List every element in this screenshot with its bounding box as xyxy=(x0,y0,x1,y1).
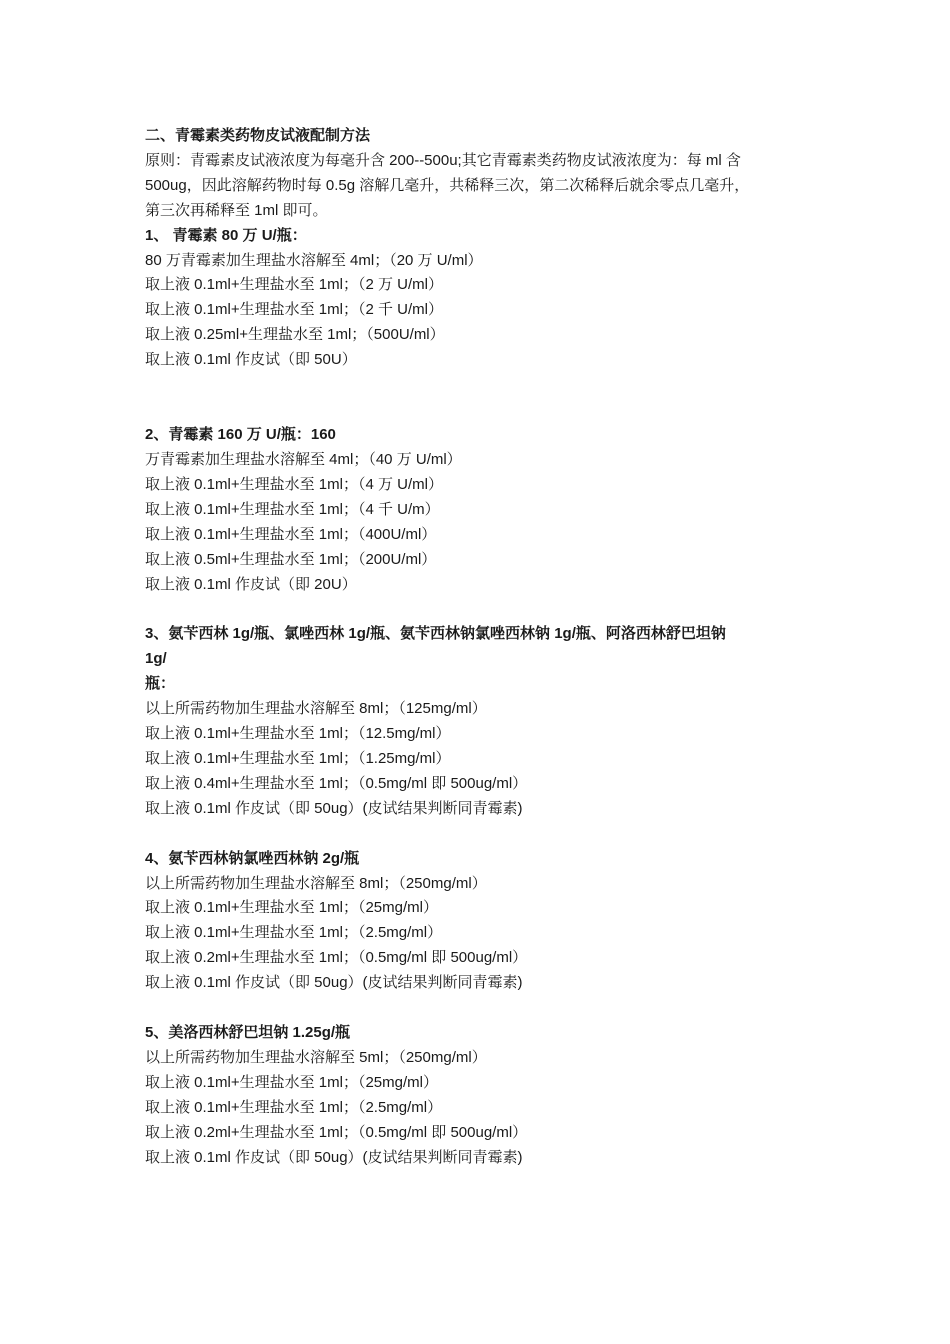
step-line: 以上所需药物加生理盐水溶解至 8ml；（250mg/ml） xyxy=(145,874,487,892)
step-line: 取上液 0.1ml+生理盐水至 1ml；（12.5mg/ml） xyxy=(145,725,451,743)
section-penicillin-800k xyxy=(145,224,825,373)
section-ampicillin-cloxacillin-2g xyxy=(145,847,825,996)
step-line: 取上液 0.1ml+生理盐水至 1ml；（25mg/ml） xyxy=(145,899,438,917)
step-line: 取上液 0.1ml 作皮试（即 50U） xyxy=(145,351,357,369)
section-heading: 4、氨苄西林钠氯唑西林钠 2g/瓶 xyxy=(145,849,360,867)
step-line: 取上液 0.1ml+生理盐水至 1ml；（1.25mg/ml） xyxy=(145,749,451,767)
step-line: 取上液 0.1ml+生理盐水至 1ml；（2.5mg/ml） xyxy=(145,1098,443,1116)
step-line: 80 万青霉素加生理盐水溶解至 4ml；（20 万 U/ml） xyxy=(145,251,483,269)
intro-line: 500ug，因此溶解药物时每 0.5g 溶解几毫升，共稀释三次，第二次稀释后就余零点几毫升， xyxy=(145,176,750,194)
section-heading: 5、美洛西林舒巴坦钠 1.25g/瓶 xyxy=(145,1024,351,1042)
step-line: 取上液 0.1ml 作皮试（即 50ug）(皮试结果判断同青霉素) xyxy=(145,974,523,992)
intro-line: 第三次再稀释至 1ml 即可。 xyxy=(145,201,328,219)
section-ampicillin-1g xyxy=(145,622,825,821)
section-heading: 3、氨苄西林 1g/瓶、氯唑西林 1g/瓶、氨苄西林钠氯唑西林钠 1g/瓶、阿洛西林舒巴坦钠 xyxy=(145,625,726,643)
step-line: 取上液 0.1ml+生理盐水至 1ml；（2 千 U/ml） xyxy=(145,301,443,319)
step-line: 取上液 0.1ml 作皮试（即 50ug）(皮试结果判断同青霉素) xyxy=(145,799,523,817)
step-line: 以上所需药物加生理盐水溶解至 8ml；（125mg/ml） xyxy=(145,700,487,718)
step-line: 取上液 0.1ml+生理盐水至 1ml；（25mg/ml） xyxy=(145,1073,438,1091)
step-line: 取上液 0.1ml+生理盐水至 1ml；（4 千 U/m） xyxy=(145,500,440,518)
section-heading: 1g/ xyxy=(145,650,167,668)
document-title: 二、青霉素类药物皮试液配制方法 xyxy=(145,127,371,144)
step-line: 取上液 0.1ml+生理盐水至 1ml；（2.5mg/ml） xyxy=(145,924,443,942)
step-line: 取上液 0.1ml 作皮试（即 50ug）(皮试结果判断同青霉素) xyxy=(145,1148,523,1166)
section-mezlocillin-sulbactam xyxy=(145,1021,825,1170)
step-line: 取上液 0.25ml+生理盐水至 1ml；（500U/ml） xyxy=(145,326,445,344)
step-line: 取上液 0.1ml 作皮试（即 20U） xyxy=(145,575,357,593)
step-line: 取上液 0.2ml+生理盐水至 1ml；（0.5mg/ml 即 500ug/ml） xyxy=(145,1123,528,1141)
document-page xyxy=(145,124,825,1171)
section-heading: 1、 青霉素 80 万 U/瓶： xyxy=(145,226,307,244)
step-line: 取上液 0.1ml+生理盐水至 1ml；（400U/ml） xyxy=(145,525,437,543)
step-line: 万青霉素加生理盐水溶解至 4ml；（40 万 U/ml） xyxy=(145,450,462,468)
section-heading: 2、青霉素 160 万 U/瓶：160 xyxy=(145,426,336,444)
step-line: 取上液 0.2ml+生理盐水至 1ml；（0.5mg/ml 即 500ug/ml） xyxy=(145,949,528,967)
intro-line: 原则：青霉素皮试液浓度为每毫升含 200--500u;其它青霉素类药物皮试液浓度为：每 ml 含 xyxy=(145,151,741,169)
step-line: 以上所需药物加生理盐水溶解至 5ml；（250mg/ml） xyxy=(145,1049,487,1066)
step-line: 取上液 0.5ml+生理盐水至 1ml；（200U/ml） xyxy=(145,550,437,568)
step-line: 取上液 0.1ml+生理盐水至 1ml；（2 万 U/ml） xyxy=(145,276,443,294)
step-line: 取上液 0.4ml+生理盐水至 1ml；（0.5mg/ml 即 500ug/ml） xyxy=(145,774,528,792)
step-line: 取上液 0.1ml+生理盐水至 1ml；（4 万 U/ml） xyxy=(145,475,443,493)
section-penicillin-1600k xyxy=(145,423,825,597)
section-heading: 瓶： xyxy=(145,675,176,693)
